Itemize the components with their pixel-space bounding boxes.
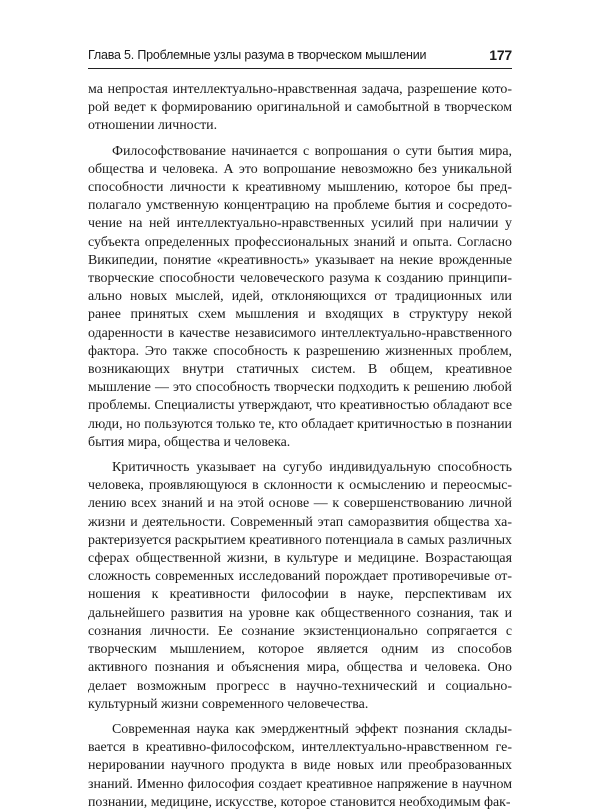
paragraph-criticality: Критичность указывает на сугубо индивидуальную способность человека, проявляющуюся в склонности к осмыслению и переосмыслению всех знаний и на этой основе — к совершенствованию личной жизни и деятельности. Современный этап саморазвития общества характеризуется раскрытием креативного потенциала в самых различных сферах общественной жизни, в культуре и медицине. Возрастающая сложность современных исследований порождает противоречивые отношения к креативности философии в науке, перспективам их дальнейшего развития на уровне как общественного сознания, так и сознания личности. Ее сознание экзистенционально сопрягается с творческим мышлением, которое является одним из способов активного познания и объяснения мира, общества и человека. Оно делает возможным прогресс в научно-технический и социально-культурный жизни современного человечества.	[88, 460, 512, 712]
paragraph-continued: ма непростая интеллектуально-нравственная задача, разрешение которой ведет к формированию оригинальной и самобытной в творческом отношении личности.	[88, 82, 512, 134]
running-header	[88, 44, 512, 69]
paragraph-modern-science: Современная наука как эмерджентный эффект познания складывается в креативно-философском, интеллектуально-нравственном генерировании научного продукта в виде новых или преобразованных знаний. Именно философия создает креативное напряжение в научном познании, медицине, искусстве, которое становится необходимым фак-	[88, 721, 512, 810]
paragraph-philosophizing: Философствование начинается с вопрошания о сути бытия мира, общества и человека. А это вопрошание невозможно без уникальной способности личности к креативному мышлению, которое бы предполагало умственную концентрацию на проблеме бытия и сосредоточение на ней интеллектуально-нравственных усилий при наличии у субъекта определенных профессиональных знаний и опыта. Согласно Википедии, понятие «креативность» указывает на некие врожденные творческие способности человеческого разума к созданию принципиально новых мыслей, идей, отклоняющихся от традиционных или ранее принятых схем мышления и входящих в структуру некой одаренности в качестве независимого интеллектуально-нравственного фактора. Это также способность к разрешению жизненных проблем, возникающих внутри статичных систем. В общем, креативное мышление — это способность творчески подходить к решению любой проблемы. Специалисты утверждают, что креативностью обладают все люди, но пользуются только те, кто обладает критичностью в познании бытия мира, общества и человека.	[88, 143, 512, 450]
body-text	[88, 81, 512, 812]
page-number: 177	[489, 47, 512, 63]
chapter-title: Глава 5. Проблемные узлы разума в творческом мышлении	[88, 48, 427, 62]
